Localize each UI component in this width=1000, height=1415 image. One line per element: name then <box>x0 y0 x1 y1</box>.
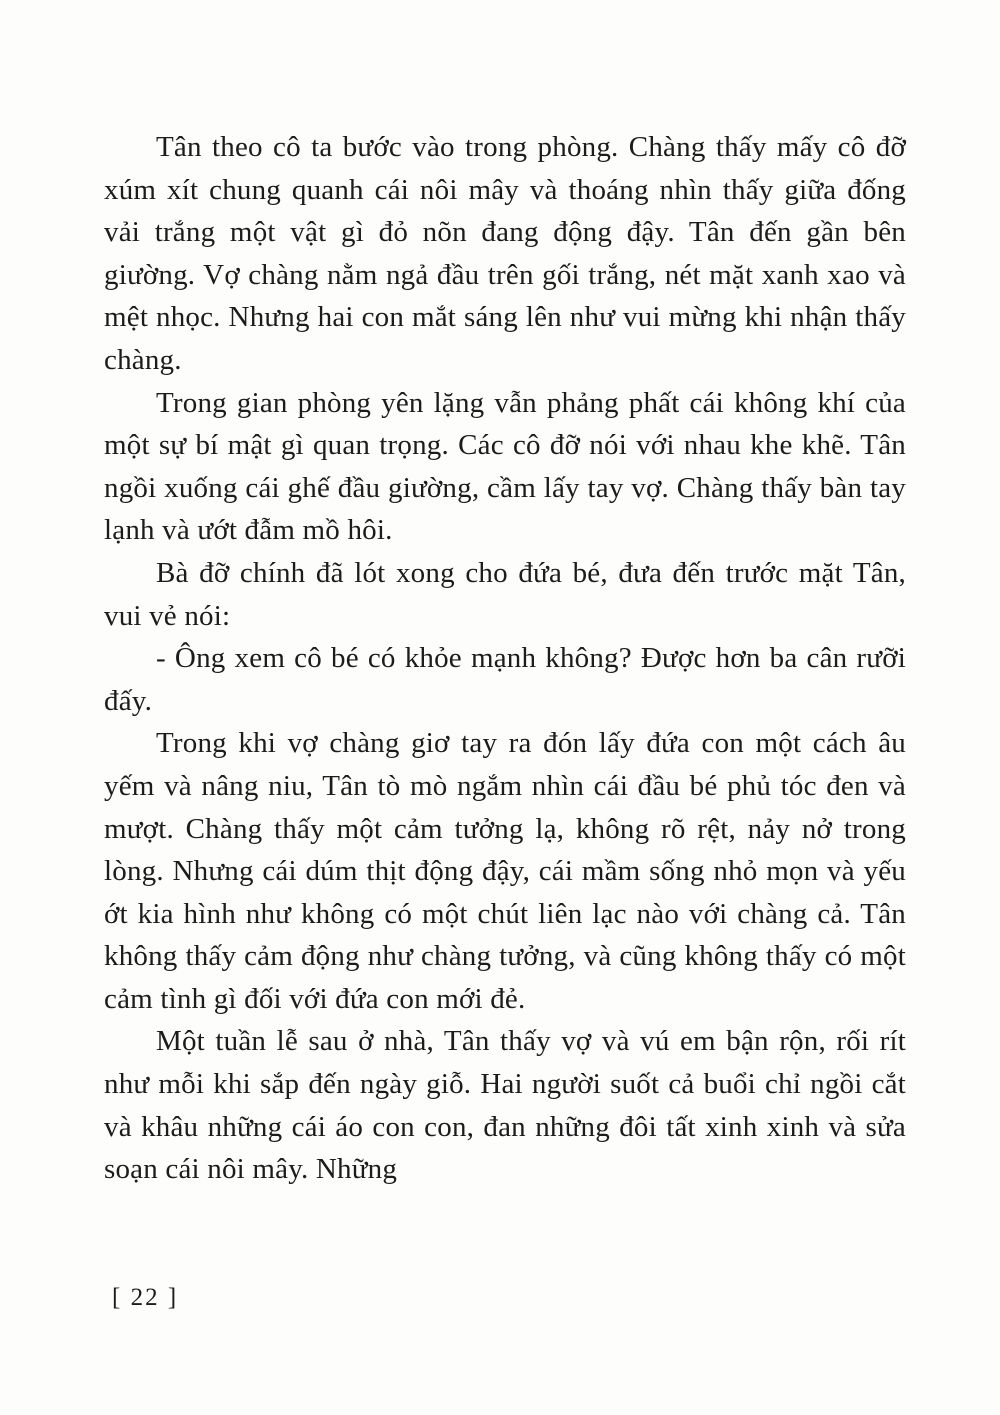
paragraph-1: Tân theo cô ta bước vào trong phòng. Chàng thấy mấy cô đỡ xúm xít chung quanh cái nôi mây và thoáng nhìn thấy giữa đống vải trắng một vật gì đỏ nõn đang động đậy. Tân đến gần bên giường. Vợ chàng nằm ngả đầu trên gối trắng, nét mặt xanh xao và mệt nhọc. Nhưng hai con mắt sáng lên như vui mừng khi nhận thấy chàng. <box>104 131 906 376</box>
page-number: [ 22 ] <box>112 1284 179 1311</box>
paragraph-4-dialogue: - Ông xem cô bé có khỏe mạnh không? Được hơn ba cân rưỡi đấy. <box>104 642 906 717</box>
paragraph-2: Trong gian phòng yên lặng vẫn phảng phất cái không khí của một sự bí mật gì quan trọng. Các cô đỡ nói với nhau khe khẽ. Tân ngồi xuống cái ghế đầu giường, cầm lấy tay vợ. Chàng thấy bàn tay lạnh và ướt đẫm mồ hôi. <box>104 386 906 547</box>
paragraph-3: Bà đỡ chính đã lót xong cho đứa bé, đưa đến trước mặt Tân, vui vẻ nói: <box>104 556 906 632</box>
paragraph-5: Trong khi vợ chàng giơ tay ra đón lấy đứa con một cách âu yếm và nâng niu, Tân tò mò ngắm nhìn cái đầu bé phủ tóc đen và mượt. Chàng thấy một cảm tưởng lạ, không rõ rệt, nảy nở trong lòng. Nhưng cái dúm thịt động đậy, cái mầm sống nhỏ mọn và yếu ớt kia hình như không có một chút liên lạc nào với chàng cả. Tân không thấy cảm động như chàng tưởng, và cũng không thấy có một cảm tình gì đối với đứa con mới đẻ. <box>104 727 906 1015</box>
paragraph-6: Một tuần lễ sau ở nhà, Tân thấy vợ và vú em bận rộn, rối rít như mỗi khi sắp đến ngày giỗ. Hai người suốt cả buổi chỉ ngồi cắt và khâu những cái áo con con, đan những đôi tất xinh xinh và sửa soạn cái nôi mây. Những <box>104 1025 906 1186</box>
page-text <box>104 126 906 1191</box>
